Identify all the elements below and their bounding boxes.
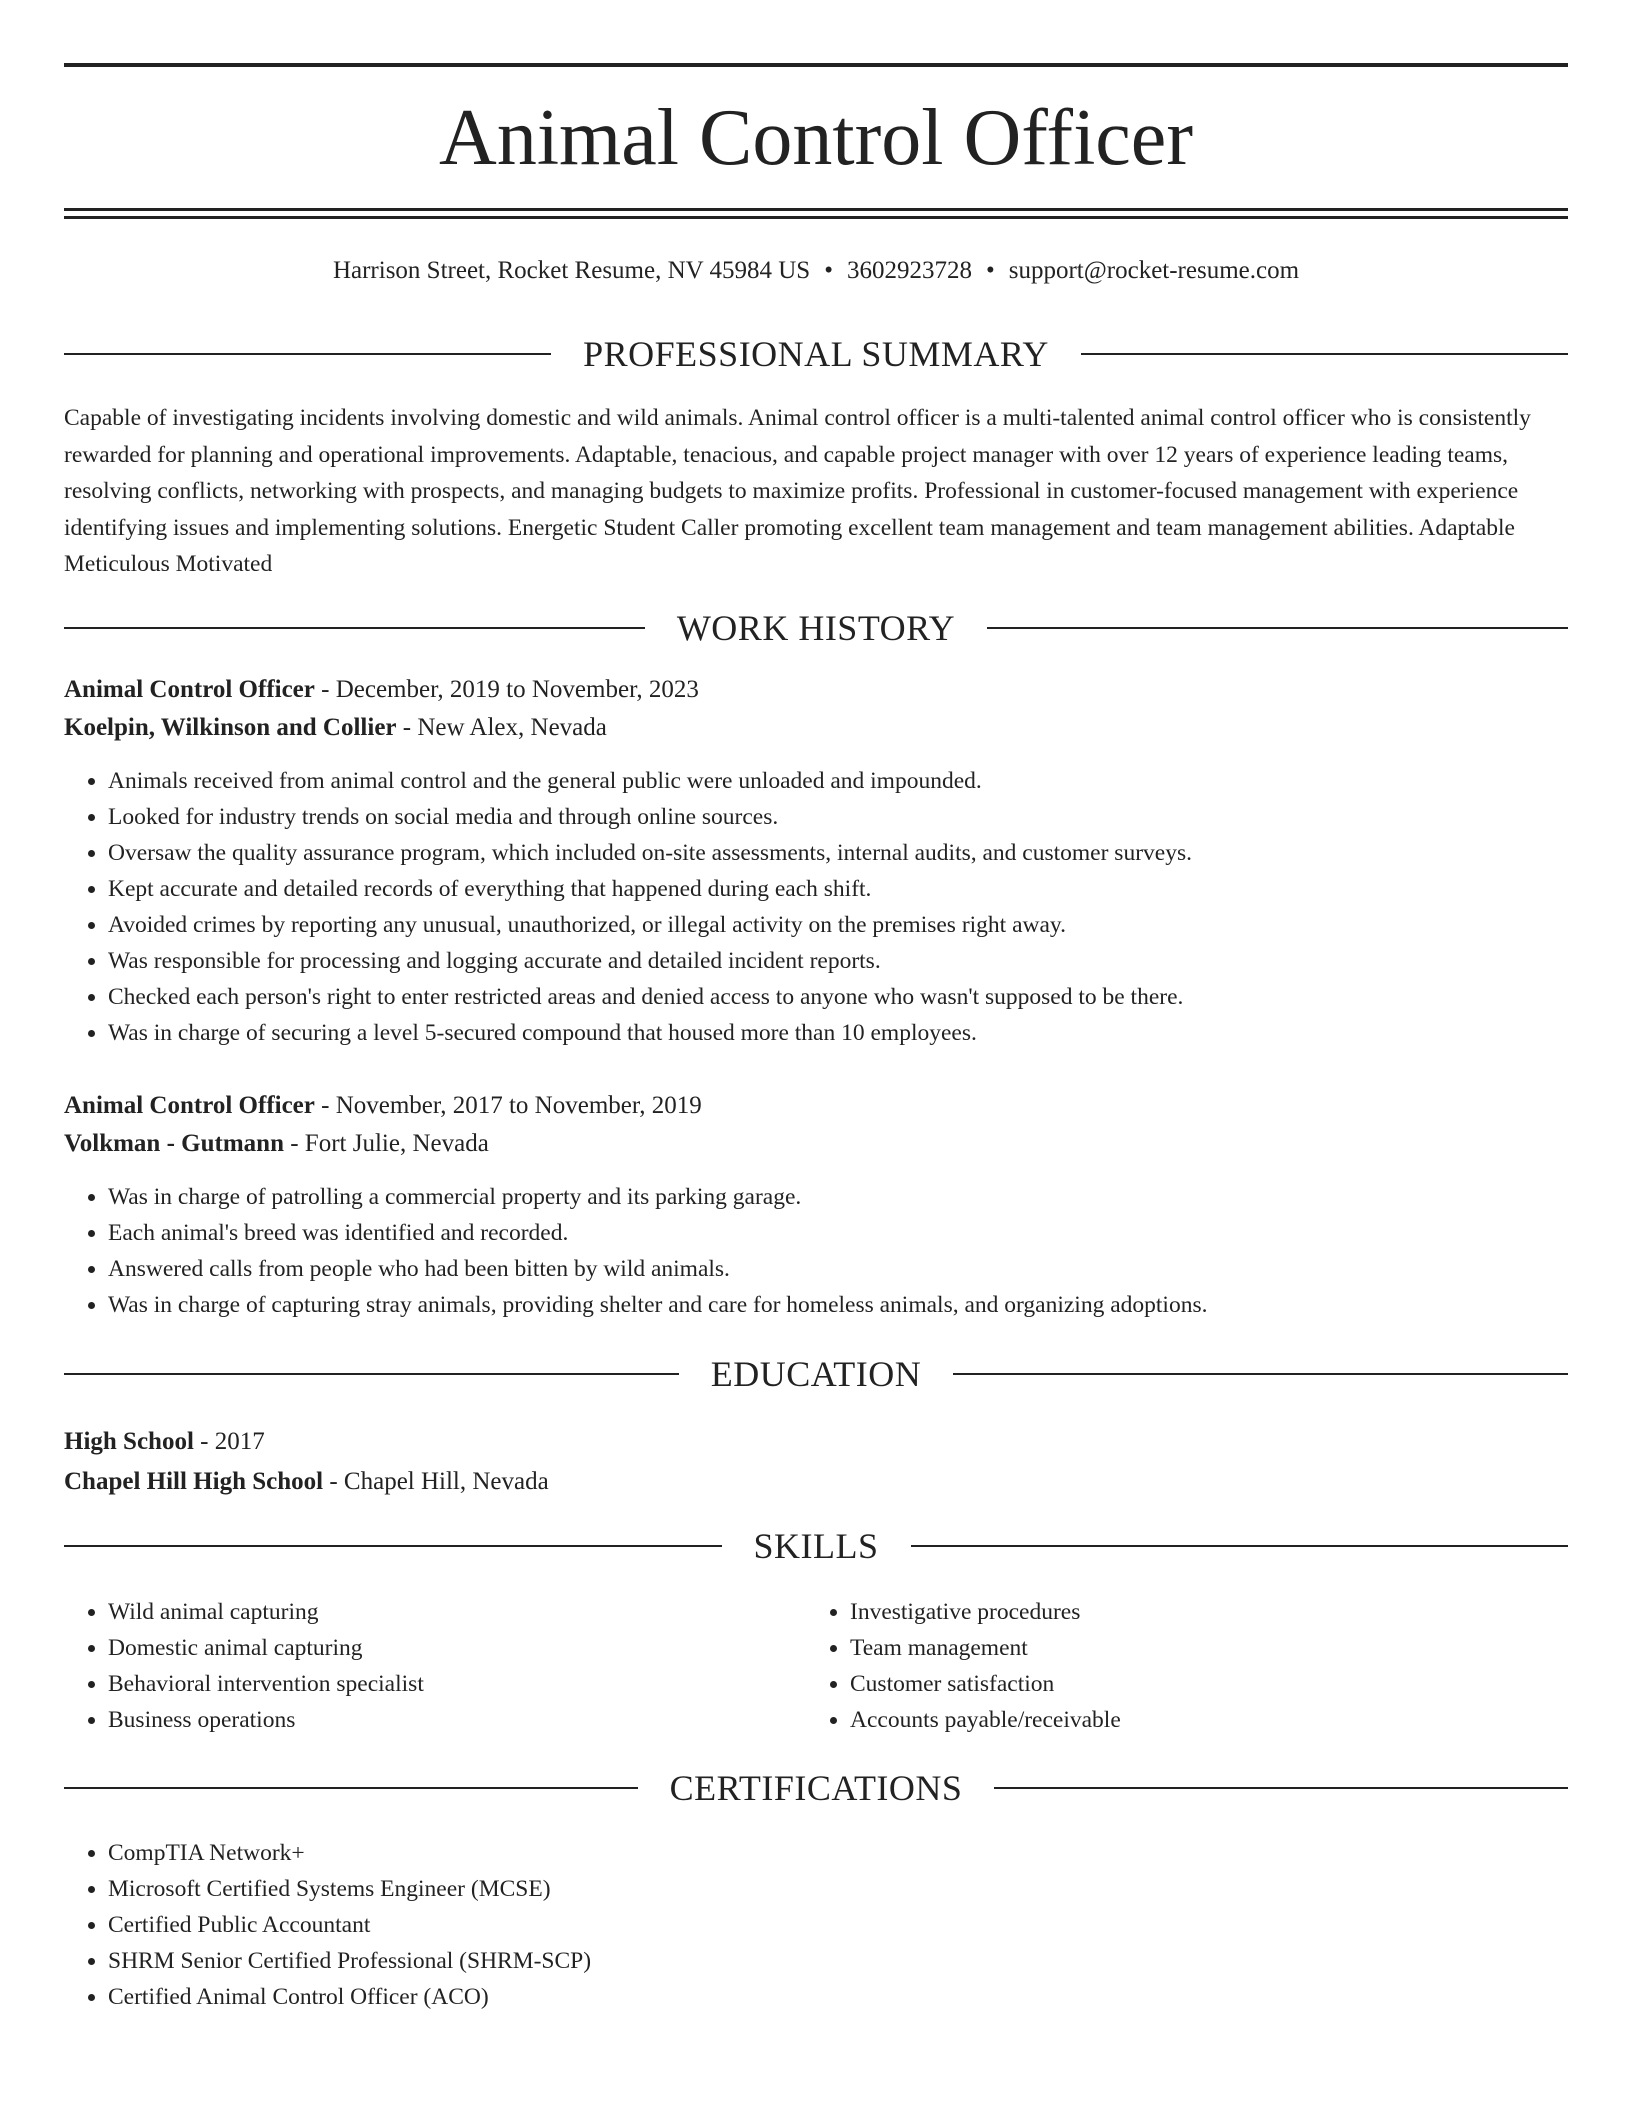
job-company-line xyxy=(64,1125,1568,1163)
heading-label: WORK HISTORY xyxy=(676,608,956,648)
heading-rule xyxy=(987,627,1568,629)
job-title: Animal Control Officer xyxy=(64,676,315,703)
resume-title: Animal Control Officer xyxy=(439,94,1193,182)
heading-rule xyxy=(64,1545,722,1547)
list-item: • Microsoft Certified Systems Engineer (MCSE) xyxy=(108,1871,1568,1907)
job-title: Animal Control Officer xyxy=(64,1092,315,1119)
heading-rule xyxy=(994,1787,1568,1789)
skills-column-right xyxy=(806,1594,1548,1738)
job-title-line xyxy=(64,671,1568,709)
skills-columns xyxy=(64,1594,1568,1738)
heading-rule xyxy=(64,627,645,629)
list-item: • Checked each person's right to enter restricted areas and denied access to anyone who wasn't supposed to be there. xyxy=(108,979,1568,1015)
list-item: • Answered calls from people who had been bitten by wild animals. xyxy=(108,1251,1568,1287)
job-title-line xyxy=(64,1087,1568,1125)
contact-line xyxy=(64,253,1568,289)
heading-rule xyxy=(1081,353,1568,355)
list-item: • Business operations xyxy=(108,1702,806,1738)
contact-phone: 3602923728 xyxy=(846,257,972,284)
section-heading-certifications xyxy=(64,1766,1568,1810)
skills-list xyxy=(64,1594,806,1738)
job-bullets xyxy=(64,1179,1568,1323)
contact-separator: • xyxy=(985,257,995,284)
list-item: • Was in charge of capturing stray animals, providing shelter and care for homeless animals, and organizing adoptions. xyxy=(108,1287,1568,1323)
list-item: • Each animal's breed was identified and recorded. xyxy=(108,1215,1568,1251)
list-item: • Domestic animal capturing xyxy=(108,1630,806,1666)
heading-rule xyxy=(64,1373,679,1375)
section-heading-skills xyxy=(64,1524,1568,1568)
education-school: Chapel Hill High School xyxy=(64,1468,324,1495)
job-company: Koelpin, Wilkinson and Collier xyxy=(64,714,397,741)
education-year: - 2017 xyxy=(193,1428,265,1455)
list-item: • Accounts payable/receivable xyxy=(850,1702,1548,1738)
job-location: - New Alex, Nevada xyxy=(396,714,607,741)
list-item: • CompTIA Network+ xyxy=(108,1835,1568,1871)
list-item: • Certified Public Accountant xyxy=(108,1907,1568,1943)
education-location: - Chapel Hill, Nevada xyxy=(323,1468,549,1495)
heading-label: EDUCATION xyxy=(710,1354,922,1394)
job-company-line xyxy=(64,709,1568,747)
section-heading-work-history xyxy=(64,606,1568,650)
heading-label: PROFESSIONAL SUMMARY xyxy=(583,334,1049,374)
education-degree: High School xyxy=(64,1428,194,1455)
skills-column-left xyxy=(64,1594,806,1738)
header-bottom-rule xyxy=(64,208,1568,211)
certifications-list xyxy=(64,1835,1568,2015)
heading-rule xyxy=(953,1373,1568,1375)
header-bottom-rule-second xyxy=(64,216,1568,219)
header-top-rule xyxy=(64,63,1568,67)
contact-email: support@rocket-resume.com xyxy=(1008,257,1300,284)
list-item: • Oversaw the quality assurance program, which included on-site assessments, internal audits, and customer surveys. xyxy=(108,835,1568,871)
heading-rule xyxy=(64,1787,638,1789)
contact-address: Harrison Street, Rocket Resume, NV 45984 US xyxy=(332,257,811,284)
job-dates: - December, 2019 to November, 2023 xyxy=(314,676,699,703)
heading-rule xyxy=(64,353,551,355)
heading-label: SKILLS xyxy=(753,1526,879,1566)
job-bullets xyxy=(64,763,1568,1051)
list-item: • Was responsible for processing and logging accurate and detailed incident reports. xyxy=(108,943,1568,979)
education-entry xyxy=(64,1422,1568,1502)
job-company: Volkman - Gutmann xyxy=(64,1130,284,1157)
list-item: • SHRM Senior Certified Professional (SHRM-SCP) xyxy=(108,1943,1568,1979)
heading-label: CERTIFICATIONS xyxy=(669,1768,963,1808)
list-item: • Investigative procedures xyxy=(850,1594,1548,1630)
list-item: • Team management xyxy=(850,1630,1548,1666)
job-entry xyxy=(64,671,1568,1051)
contact-separator: • xyxy=(824,257,833,284)
list-item: • Customer satisfaction xyxy=(850,1666,1548,1702)
heading-rule xyxy=(911,1545,1569,1547)
job-location: - Fort Julie, Nevada xyxy=(283,1130,489,1157)
section-heading-summary xyxy=(64,332,1568,376)
summary-text: Capable of investigating incidents involving domestic and wild animals. Animal control officer is a multi-talented animal control officer who is consistently rewarded for planning and operational improvements. Adaptable, tenacious, and capable project manager with over 12 years of experience leading teams, resolving conflicts, networking with prospects, and managing budgets to maximize profits. Professional in customer-focused management with experience identifying issues and implementing solutions. Energetic Student Caller promoting excellent team management and team management abilities. Adaptable Meticulous Motivated xyxy=(64,405,1531,577)
list-item: • Was in charge of patrolling a commercial property and its parking garage. xyxy=(108,1179,1568,1215)
list-item: • Avoided crimes by reporting any unusual, unauthorized, or illegal activity on the premises right away. xyxy=(108,907,1568,943)
list-item: • Certified Animal Control Officer (ACO) xyxy=(108,1979,1568,2015)
list-item: • Animals received from animal control and the general public were unloaded and impounded. xyxy=(108,763,1568,799)
education-school-line xyxy=(64,1462,1568,1502)
job-dates: - November, 2017 to November, 2019 xyxy=(314,1092,702,1119)
list-item: • Behavioral intervention specialist xyxy=(108,1666,806,1702)
skills-list xyxy=(806,1594,1548,1738)
list-item: • Was in charge of securing a level 5-secured compound that housed more than 10 employees. xyxy=(108,1015,1568,1051)
list-item: • Kept accurate and detailed records of everything that happened during each shift. xyxy=(108,871,1568,907)
education-degree-line xyxy=(64,1422,1568,1462)
list-item: • Wild animal capturing xyxy=(108,1594,806,1630)
job-entry xyxy=(64,1087,1568,1323)
certifications-block xyxy=(64,1835,1568,2015)
section-heading-education xyxy=(64,1352,1568,1396)
list-item: • Looked for industry trends on social media and through online sources. xyxy=(108,799,1568,835)
